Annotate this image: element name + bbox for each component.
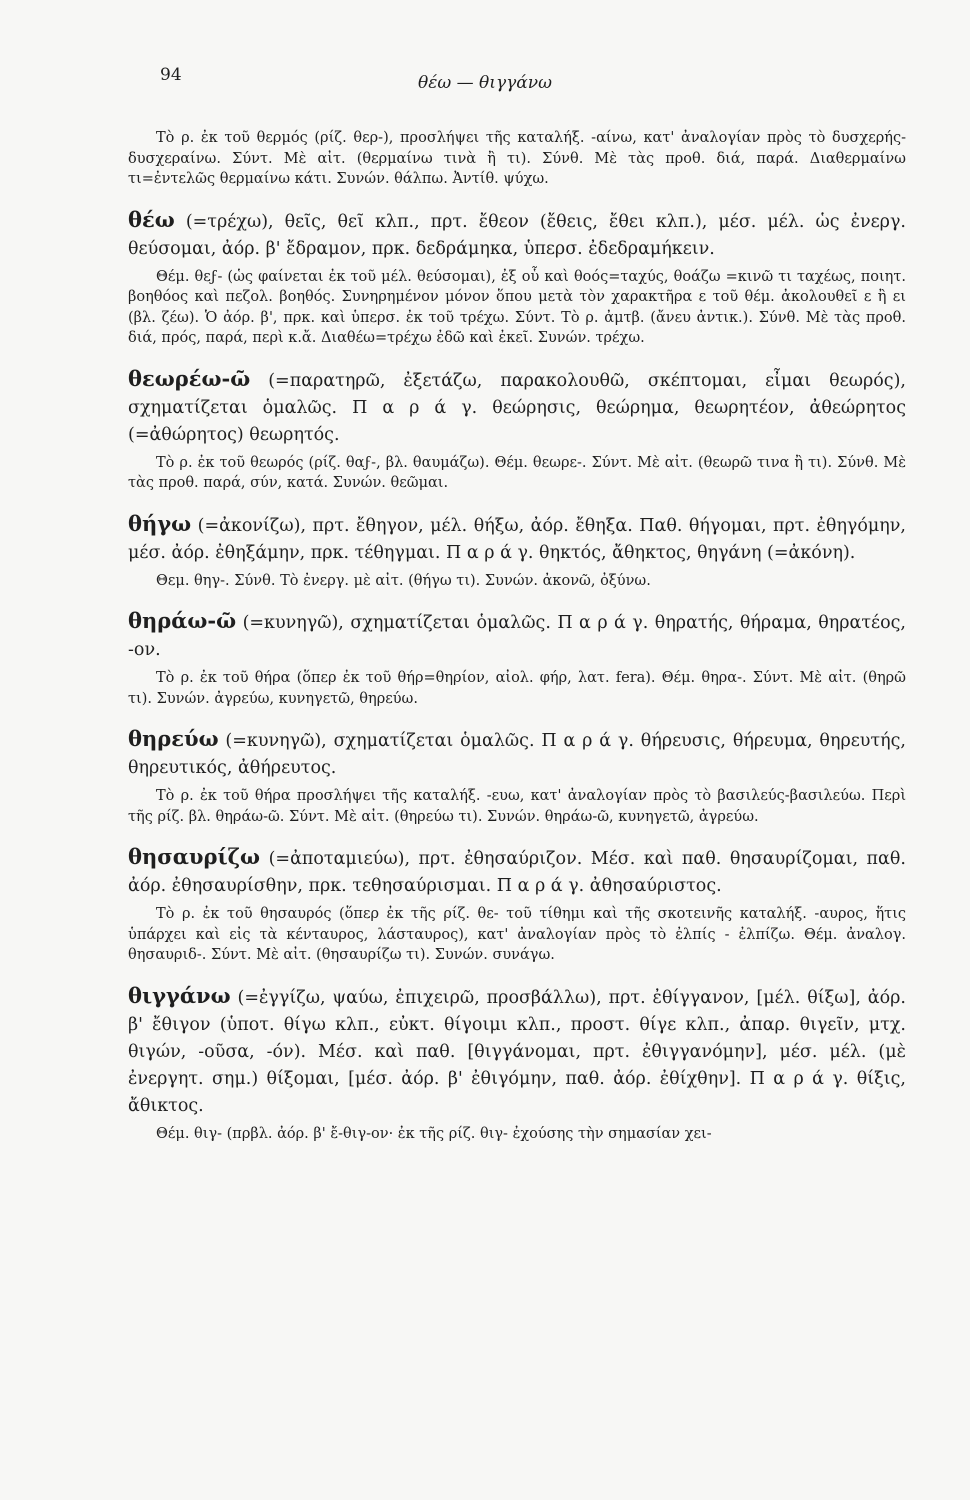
entry-thinggano (128, 982, 906, 1145)
definition: (=ἀκονίζω), πρτ. ἔθηγον, μέλ. θήξω, ἀόρ. ἔθηξα. Παθ. θήγομαι, πρτ. ἐθηγόμην, μέσ. ἀόρ. ἐθηξάμην, πρκ. τέθηγμαι. Π α ρ ά γ. θηκτός, ἄθηκτος, θηγάνη (=ἀκόνη). (128, 515, 906, 563)
entry-theoreo (128, 365, 906, 494)
entry-theo (128, 206, 906, 349)
headword: θηράω-ῶ (128, 608, 237, 633)
headword: θηρεύω (128, 726, 219, 751)
etymology-note: Θέμ. θεϝ- (ὡς φαίνεται ἐκ τοῦ μέλ. θεύσομαι), ἐξ οὗ καὶ θοός=ταχύς, θοάζω =κινῶ τι ταχέως, ποιητ. βοηθόος καὶ πεζολ. βοηθός. Συνηρημένον μόνον ὅπου μετὰ τὸν χαρακτῆρα ε τοῦ θέμ. ἀκολουθεῖ ε ἢ ει (βλ. ζέω). Ὁ ἀόρ. β', πρκ. καὶ ὑπερσ. ἐκ τοῦ τρέχω. Σύντ. Τὸ ρ. ἀμτβ. (ἄνευ ἀντικ.). Σύνθ. Μὲ τὰς προθ. διά, πρός, παρά, περὶ κ.ἄ. Διαθέω=τρέχω ἐδῶ καὶ ἐκεῖ. Συνών. τρέχω. (128, 268, 906, 346)
entry-thereuo (128, 725, 906, 827)
running-head: θέω — θιγγάνω (418, 73, 552, 93)
headword: θεωρέω-ῶ (128, 365, 251, 391)
lemma-paragraph (128, 982, 906, 1120)
headword: θιγγάνω (128, 982, 231, 1008)
definition: (=κυνηγῶ), σχηματίζεται ὁμαλῶς. Π α ρ ά γ. θήρευσις, θήρευμα, θηρευτής, θηρευτικός, ἀθήρευτος. (128, 731, 906, 778)
lemma-paragraph (128, 206, 906, 263)
lemma-paragraph (128, 607, 906, 664)
headword: θήγω (128, 510, 192, 536)
etymology-note: Θεμ. θηγ-. Σύνθ. Τὸ ἐνεργ. μὲ αἰτ. (θήγω τι). Συνών. ἀκονῶ, ὀξύνω. (156, 572, 651, 589)
headword: θέω (128, 206, 175, 232)
lemma-paragraph (128, 843, 906, 900)
etymology-note: Τὸ ρ. ἐκ τοῦ θήρα προσλήψει τῆς καταλήξ. -ευω, κατ' ἀναλογίαν πρὸς τὸ βασιλεύς-βασιλεύω. Περὶ τῆς ρίζ. βλ. θηράω-ῶ. Σύντ. Μὲ αἰτ. (θηρεύω τι). Συνών. θηράω-ῶ, κυνηγετῶ, ἀγρεύω. (128, 788, 906, 825)
definition: (=παρατηρῶ, ἐξετάζω, παρακολουθῶ, σκέπτομαι, εἶμαι θεωρός), σχηματίζεται ὁμαλῶς. Π α ρ ά γ. θεώρησις, θεώρημα, θεωρητέον, ἀθεώρητος (=ἀθώρητος) θεωρητός. (128, 370, 906, 445)
etymology-note: Τὸ ρ. ἐκ τοῦ θησαυρός (ὅπερ ἐκ τῆς ρίζ. θε- τοῦ τίθημι καὶ τῆς σκοτεινῆς καταλήξ. -αυρος, ἥτις ὑπάρχει καὶ εἰς τὰ κένταυρος, λάσταυρος), κατ' ἀναλογίαν πρὸς τὸ ἐλπίς - ἐλπίζω. Θέμ. ἀναλογ. θησαυριδ-. Σύντ. Μὲ αἰτ. (θησαυρίζω τι). Συνών. συνάγω. (128, 906, 906, 963)
lemma-paragraph (128, 725, 906, 782)
lemma-paragraph (128, 365, 906, 449)
entry-thego (128, 510, 906, 592)
definition: (=ἐγγίζω, ψαύω, ἐπιχειρῶ, προσβάλλω), πρτ. ἐθίγγανον, [μέλ. θίξω], ἀόρ. β' ἔθιγον (ὑποτ. θίγω κλπ., εὐκτ. θίγοιμι κλπ., προστ. θίγε κλπ., ἀπαρ. θιγεῖν, μτχ. θιγών, -οῦσα, -όν). Μέσ. καὶ παθ. [θιγγάνομαι, πρτ. ἐθιγγανόμην], μέσ. μέλ. (μὲ ἐνεργητ. σημ.) θίξομαι, [μέσ. ἀόρ. β' ἐθιγόμην, παθ. ἀόρ. ἐθίχθην]. Π α ρ ά γ. θίξις, ἄθικτος. (128, 987, 906, 1116)
etymology-note: Τὸ ρ. ἐκ τοῦ θεωρός (ρίζ. θαϝ-, βλ. θαυμάζω). Θέμ. θεωρε-. Σύντ. Μὲ αἰτ. (θεωρῶ τινα ἢ τι). Σύνθ. Μὲ τὰς προθ. παρά, σύν, κατά. Συνών. θεῶμαι. (128, 454, 906, 491)
entry-thesaurizo (128, 843, 906, 966)
entry-therao (128, 607, 906, 709)
dictionary-page-body (128, 128, 906, 1160)
page-number: 94 (160, 65, 182, 85)
definition: (=κυνηγῶ), σχηματίζεται ὁμαλῶς. Π α ρ ά γ. θηρατής, θήραμα, θηρατέος, -ον. (128, 613, 906, 660)
etymology-note: Τὸ ρ. ἐκ τοῦ θερμός (ρίζ. θερ-), προσλήψει τῆς καταλήξ. -αίνω, κατ' ἀναλογίαν πρὸς τὸ δυσχερής-δυσχεραίνω. Σύντ. Μὲ αἰτ. (θερμαίνω τινὰ ἢ τι). Σύνθ. Μὲ τὰς προθ. διά, παρά. Διαθερμαίνω τι=ἐντελῶς θερμαίνω κάτι. Συνών. θάλπω. Ἀντίθ. ψύχω. (128, 130, 906, 187)
etymology-note: Τὸ ρ. ἐκ τοῦ θήρα (ὅπερ ἐκ τοῦ θήρ=θηρίον, αἰολ. φήρ, λατ. fera). Θέμ. θηρα-. Σύντ. Μὲ αἰτ. (θηρῶ τι). Συνών. ἀγρεύω, κυνηγετῶ, θηρεύω. (128, 670, 906, 707)
headword: θησαυρίζω (128, 844, 261, 869)
etymology-note: Θέμ. θιγ- (πρβλ. ἀόρ. β' ἔ-θιγ-ον· ἐκ τῆς ρίζ. θιγ- ἐχούσης τὴν σημασίαν χει- (156, 1125, 712, 1142)
lemma-paragraph (128, 510, 906, 567)
definition: (=τρέχω), θεῖς, θεῖ κλπ., πρτ. ἔθεον (ἔθεις, ἔθει κλπ.), μέσ. μέλ. ὡς ἐνεργ. θεύσομαι, ἀόρ. β' ἔδραμον, πρκ. δεδράμηκα, ὑπερσ. ἐδεδραμήκειν. (128, 211, 906, 259)
entry-continuation (128, 128, 906, 190)
definition: (=ἀποταμιεύω), πρτ. ἐθησαύριζον. Μέσ. καὶ παθ. θησαυρίζομαι, παθ. ἀόρ. ἐθησαυρίσθην, πρκ. τεθησαύρισμαι. Π α ρ ά γ. ἀθησαύριστος. (128, 849, 906, 896)
